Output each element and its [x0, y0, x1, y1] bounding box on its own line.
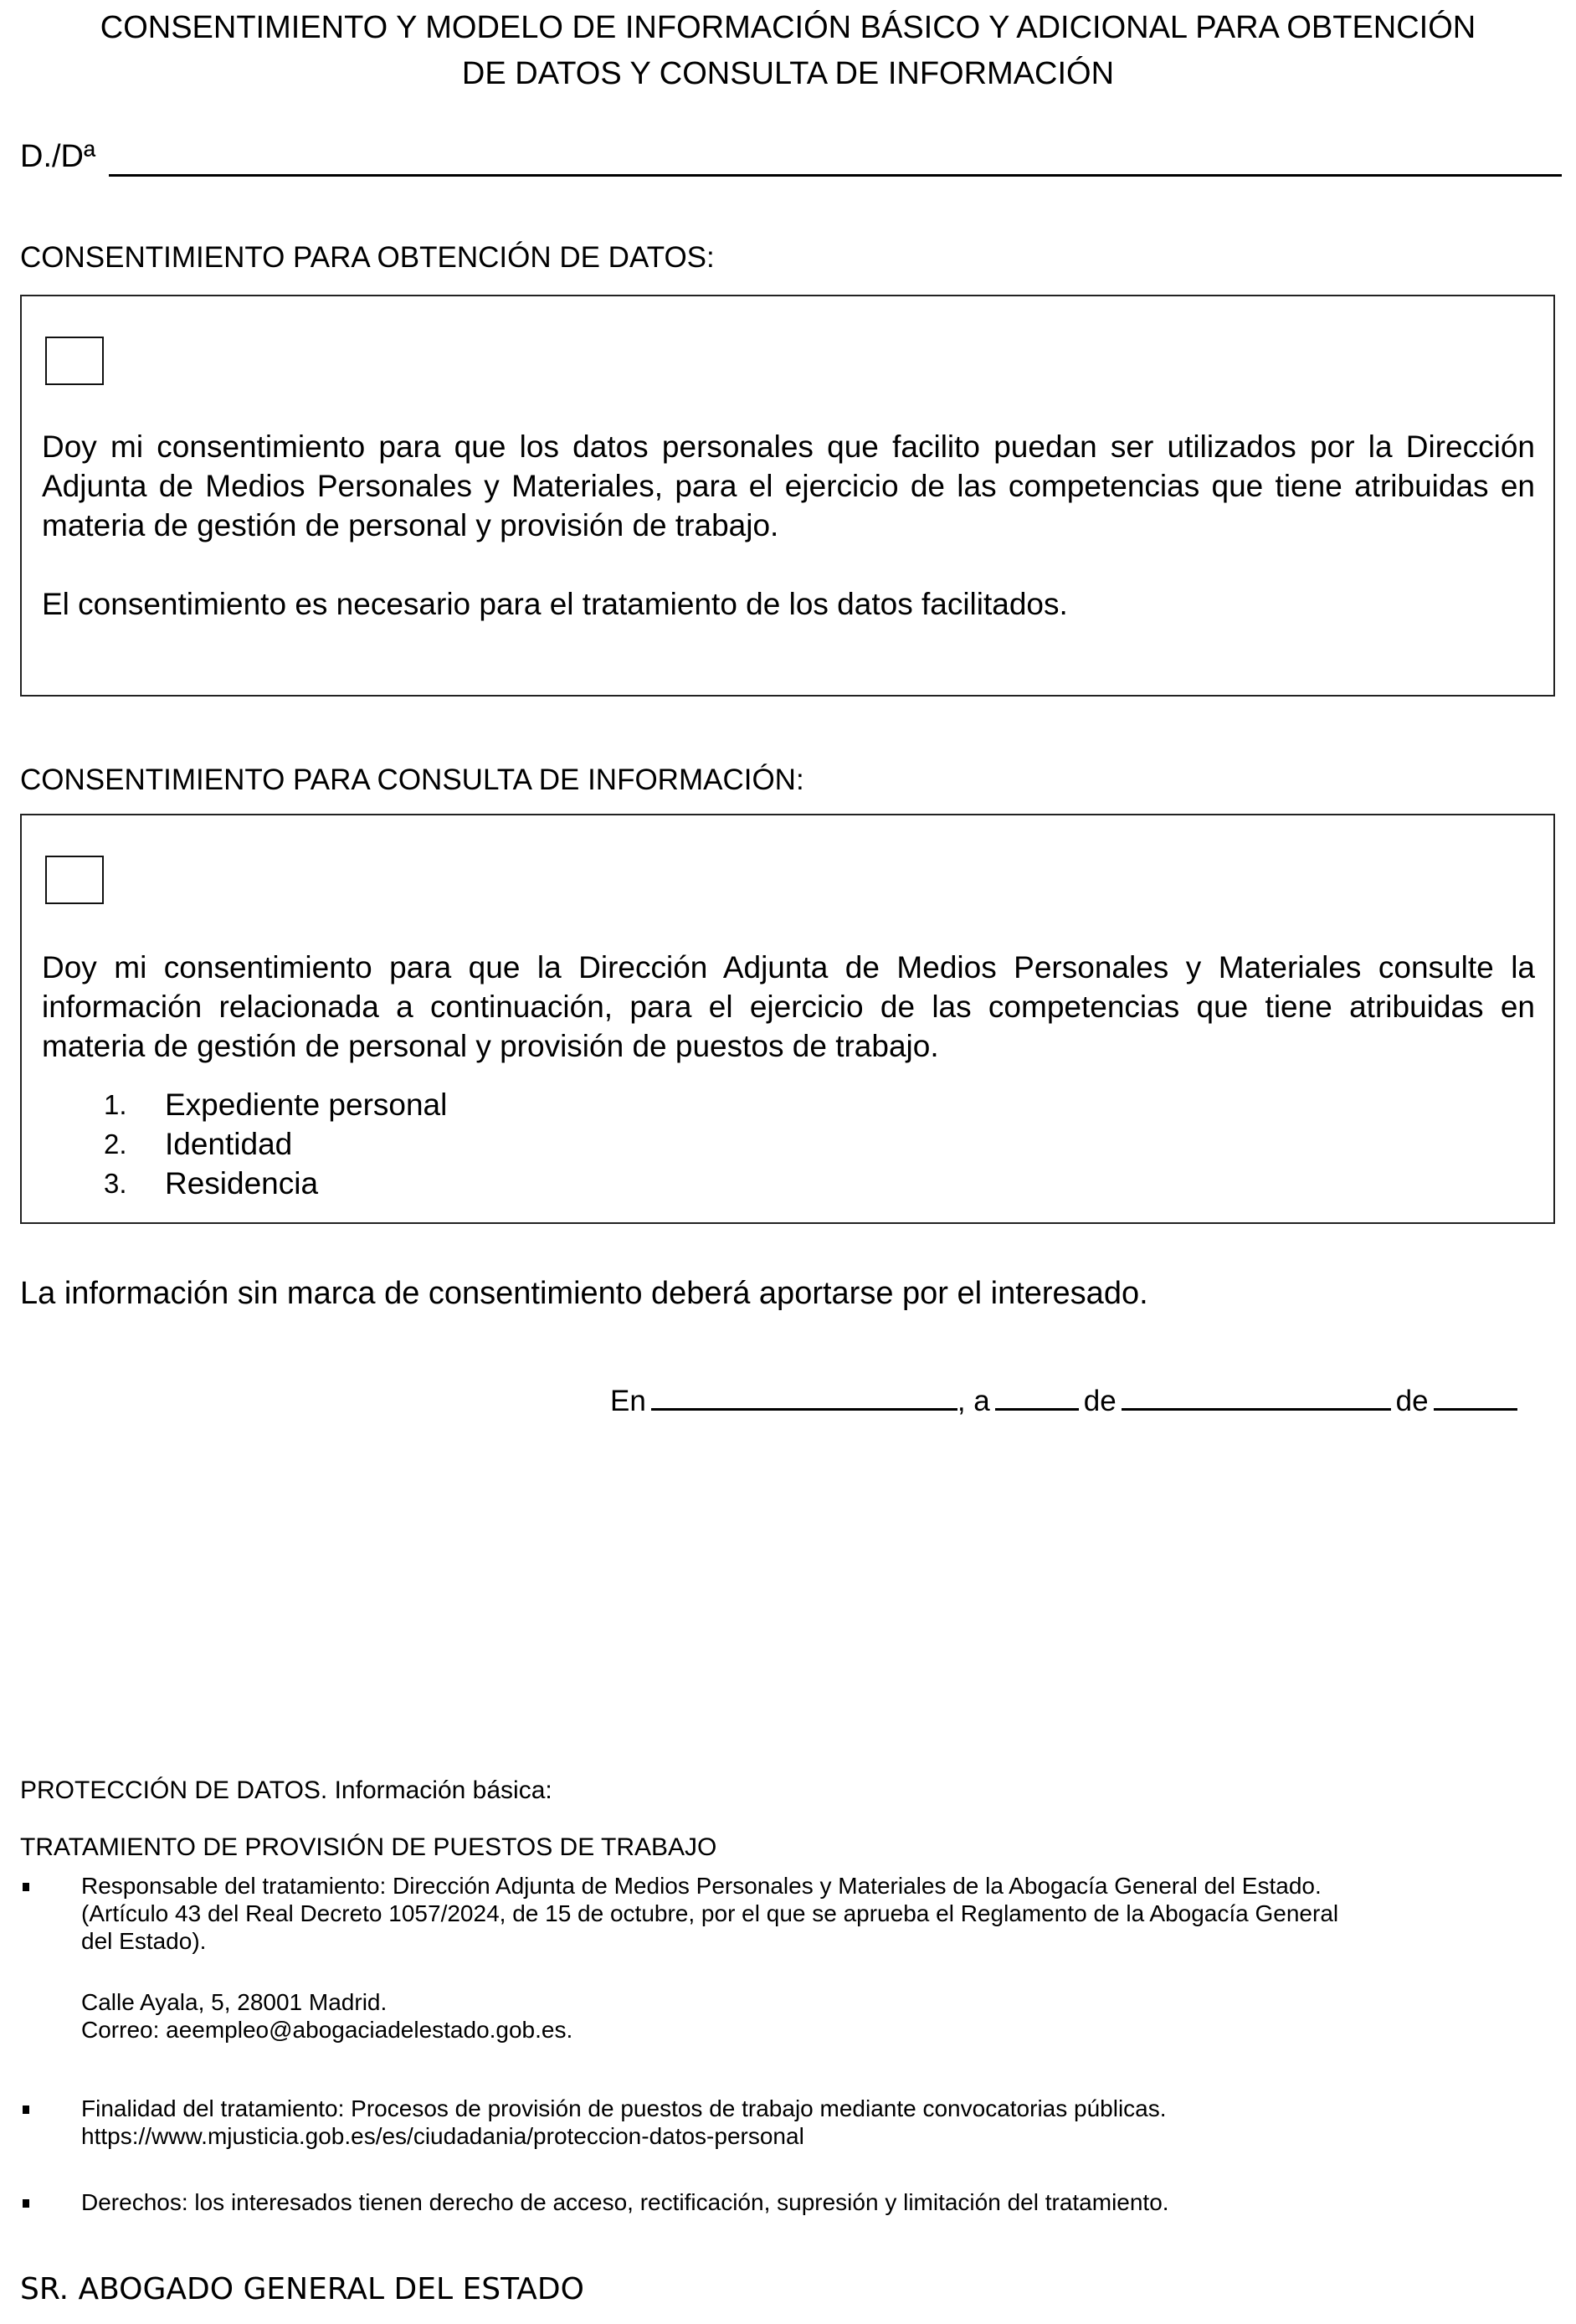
square-bullet-icon — [23, 2199, 29, 2208]
dp-text — [81, 2095, 1563, 2150]
square-bullet-icon — [23, 2105, 29, 2114]
date-place-line — [610, 1380, 1522, 1421]
place-field[interactable] — [651, 1380, 957, 1411]
checkbox-obtencion-datos[interactable] — [45, 337, 104, 385]
dp-text — [81, 2188, 1563, 2216]
note-obtencion: El consentimiento es necesario para el tratamiento de los datos facilitados. — [42, 587, 1068, 621]
list-item — [22, 1164, 1553, 1203]
list-number: 1. — [104, 1089, 127, 1120]
title-line-1: CONSENTIMIENTO Y MODELO DE INFORMACIÓN BÁSICO Y ADICIONAL PARA OBTENCIÓN — [100, 10, 1476, 45]
dp-url-link[interactable]: https://www.mjusticia.gob.es/es/ciudadania/proteccion-datos-personal — [81, 2123, 804, 2149]
date-sep-de-2: de — [1395, 1385, 1429, 1417]
consent-box-consulta — [20, 814, 1555, 1224]
data-protection-subheading: TRATAMIENTO DE PROVISIÓN DE PUESTOS DE TRABAJO — [20, 1833, 717, 1861]
dp-line: (Artículo 43 del Real Decreto 1057/2024, de 15 de octubre, por el que se aprueba el Reglamento de la Abogacía General — [81, 1900, 1339, 1926]
dp-line: Derechos: los interesados tienen derecho de acceso, rectificación, supresión y limitación del tratamiento. — [81, 2189, 1169, 2215]
dp-line: Responsable del tratamiento: Dirección Adjunta de Medios Personales y Materiales de la Abogacía General del Estado. — [81, 1873, 1322, 1899]
list-label: Expediente personal — [165, 1087, 448, 1122]
document-title — [0, 5, 1576, 97]
paragraph-obtencion: Doy mi consentimiento para que los datos personales que facilito puedan ser utilizados por la Dirección Adjunta de Medios Personales y Materiales, para el ejercicio de las competencias que tiene atribuidas en materia de gestión de personal y provisión de trabajo. — [42, 429, 1535, 542]
list-label: Identidad — [165, 1127, 293, 1161]
name-field[interactable] — [109, 174, 1562, 177]
day-field[interactable] — [995, 1380, 1079, 1411]
paragraph-consulta: Doy mi consentimiento para que la Dirección Adjunta de Medios Personales y Materiales consulte la información relacionada a continuación, para el ejercicio de las competencias que tiene atribuidas en materia de gestión de personal y provisión de puestos de trabajo. — [42, 950, 1535, 1063]
heading-obtencion-datos: CONSENTIMIENTO PARA OBTENCIÓN DE DATOS: — [20, 241, 715, 274]
dp-text — [81, 1872, 1563, 2044]
list-label: Residencia — [165, 1166, 319, 1201]
heading-consulta-informacion: CONSENTIMIENTO PARA CONSULTA DE INFORMACIÓN: — [20, 764, 804, 796]
consent-box-obtencion — [20, 295, 1555, 697]
list-item — [22, 1085, 1553, 1124]
consulta-list — [22, 1085, 1553, 1203]
dp-address: Calle Ayala, 5, 28001 Madrid. — [81, 1989, 388, 2015]
date-prefix: En — [610, 1385, 646, 1417]
title-line-2: DE DATOS Y CONSULTA DE INFORMACIÓN — [461, 56, 1115, 91]
checkbox-consulta-informacion[interactable] — [45, 856, 104, 904]
notice-text: La información sin marca de consentimiento deberá aportarse por el interesado. — [20, 1276, 1148, 1311]
data-protection-heading: PROTECCIÓN DE DATOS. Información básica: — [20, 1776, 552, 1804]
list-number: 3. — [104, 1168, 127, 1199]
date-sep-de-1: de — [1083, 1385, 1117, 1417]
list-number: 2. — [104, 1129, 127, 1159]
month-field[interactable] — [1122, 1380, 1391, 1411]
dp-line: del Estado). — [81, 1928, 207, 1954]
square-bullet-icon — [23, 1883, 29, 1891]
dp-email[interactable]: Correo: aeempleo@abogaciadelestado.gob.es. — [81, 2017, 573, 2043]
date-sep-a: , a — [957, 1385, 990, 1417]
addressee: SR. ABOGADO GENERAL DEL ESTADO — [20, 2272, 584, 2306]
dp-line: Finalidad del tratamiento: Procesos de provisión de puestos de trabajo mediante convocatorias públicas. — [81, 2095, 1167, 2121]
name-label: D./Dª — [20, 139, 96, 174]
list-item — [22, 1124, 1553, 1164]
year-field[interactable] — [1434, 1380, 1517, 1411]
